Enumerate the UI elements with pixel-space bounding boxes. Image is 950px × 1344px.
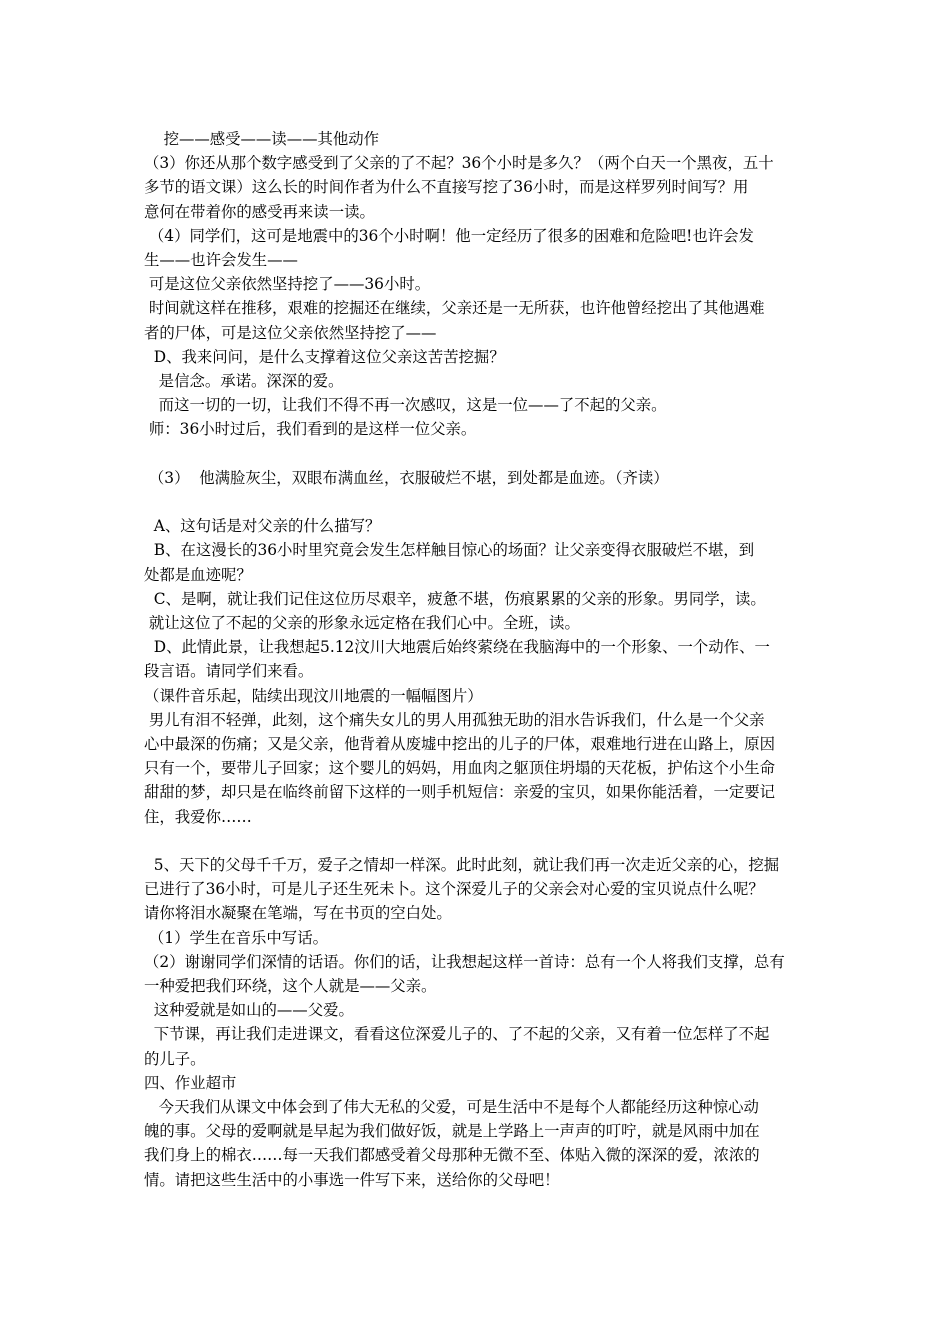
text-line: 已进行了36小时，可是儿子还生死未卜。这个深爱儿子的父亲会对心爱的宝贝说点什么呢？ (144, 880, 764, 899)
text-line: 就让这位了不起的父亲的形象永远定格在我们心中。全班，读。 (144, 614, 580, 633)
text-line: （1）学生在音乐中写话。 (144, 928, 328, 947)
document-body (144, 127, 812, 1192)
text-line: D、此情此景，让我想起5.12汶川大地震后始终萦绕在我脑海中的一个形象、一个动作、一 (144, 638, 770, 657)
text-line: 可是这位父亲依然坚持挖了——36小时。 (144, 275, 431, 294)
text-line: 多节的语文课）这么长的时间作者为什么不直接写挖了36小时，而是这样罗列时间写？用 (144, 178, 749, 197)
text-line: 挖——感受——读——其他动作 (144, 130, 380, 148)
text-line: （课件音乐起，陆续出现汶川地震的一幅幅图片） (144, 686, 483, 705)
text-line: 请你将泪水凝聚在笔端，写在书页的空白处。 (144, 904, 452, 923)
text-line: 时间就这样在推移，艰难的挖掘还在继续，父亲还是一无所获，也许他曾经挖出了其他遇难 (144, 299, 765, 318)
text-line: （2）谢谢同学们深情的话语。你们的话，让我想起这样一首诗：总有一个人将我们支撑，总有 (144, 952, 785, 971)
text-line: A、这句话是对父亲的什么描写？ (144, 517, 381, 536)
text-line: （3） 他满脸灰尘，双眼布满血丝，衣服破烂不堪，到处都是血迹。（齐读） (144, 468, 669, 487)
text-line: 而这一切的一切，让我们不得不再一次感叹，这是一位——了不起的父亲。 (144, 396, 667, 415)
text-line: D、我来问问，是什么支撑着这位父亲这苦苦挖掘？ (144, 347, 505, 366)
text-line: 今天我们从课文中体会到了伟大无私的父爱，可是生活中不是每个人都能经历这种惊心动 (144, 1098, 759, 1117)
text-line: 我们身上的棉衣……每一天我们都感受着父母那种无微不至、体贴入微的深深的爱，浓浓的 (144, 1146, 760, 1165)
text-line: 意何在带着你的感受再来读一读。 (144, 202, 375, 221)
text-line: 是信念。承诺。深深的爱。 (144, 372, 344, 391)
text-line: 心中最深的伤痛；又是父亲，他背着从废墟中挖出的儿子的尸体，艰难地行进在山路上，原因 (144, 735, 776, 754)
text-line: 处都是血迹呢？ (144, 565, 252, 584)
text-line: 男儿有泪不轻弹，此刻，这个痛失女儿的男人用孤独无助的泪水告诉我们，什么是一个父亲 (144, 710, 765, 729)
text-line: 这种爱就是如山的——父爱。 (144, 1001, 354, 1020)
text-line: 下节课，再让我们走进课文，看看这位深爱儿子的、了不起的父亲，又有着一位怎样了不起 (144, 1025, 770, 1044)
blank-line (144, 490, 812, 514)
blank-line (144, 442, 812, 466)
text-line: 5、天下的父母千千万，爱子之情却一样深。此时此刻，就让我们再一次走近父亲的心，挖掘 (144, 856, 780, 875)
text-line: 四、作业超市 (144, 1073, 237, 1092)
text-line: 师：36小时过后，我们看到的是这样一位父亲。 (144, 420, 477, 439)
text-line: 一种爱把我们环绕，这个人就是——父亲。 (144, 977, 437, 996)
text-line: 生——也许会发生—— (144, 251, 298, 270)
blank-line (144, 829, 812, 853)
text-line: （3）你还从那个数字感受到了父亲的了不起？36个小时是多久？（两个白天一个黑夜，五十 (144, 154, 774, 173)
text-line: 甜甜的梦，却只是在临终前留下这样的一则手机短信：亲爱的宝贝，如果你能活着，一定要记 (144, 783, 776, 802)
text-line: 段言语。请同学们来看。 (144, 662, 314, 681)
text-line: B、在这漫长的36小时里究竟会发生怎样触目惊心的场面？让父亲变得衣服破烂不堪，到 (144, 541, 755, 560)
text-line: C、是啊，就让我们记住这位历尽艰辛，疲惫不堪，伤痕累累的父亲的形象。男同学，读。 (144, 589, 766, 608)
text-line: 魄的事。父母的爱啊就是早起为我们做好饭，就是上学路上一声声的叮咛，就是风雨中加在 (144, 1122, 760, 1141)
text-line: 的儿子。 (144, 1049, 206, 1068)
text-line: 住，我爱你…… (144, 807, 252, 826)
text-line: （4）同学们，这可是地震中的36个小时啊！他一定经历了很多的困难和危险吧!也许会发 (144, 226, 754, 245)
text-line: 者的尸体，可是这位父亲依然坚持挖了—— (144, 323, 437, 342)
text-line: 情。请把这些生活中的小事选一件写下来，送给你的父母吧！ (144, 1170, 560, 1189)
text-line: 只有一个，要带儿子回家；这个婴儿的妈妈，用血肉之躯顶住坍塌的天花板，护佑这个小生命 (144, 759, 776, 778)
